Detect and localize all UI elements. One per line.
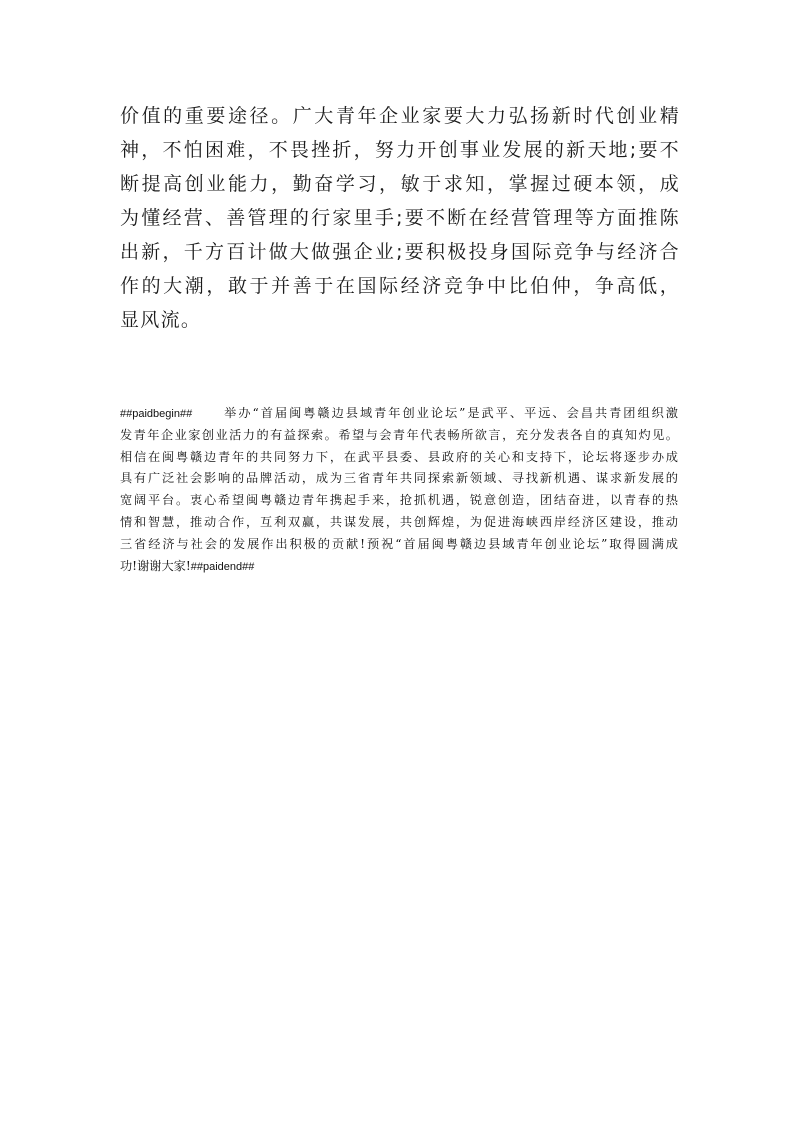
main-paragraph-line: 价值的重要途径。广大青年企业家要大力弘扬新时代创业精 bbox=[120, 105, 680, 127]
main-paragraph-line: 作的大潮，敢于并善于在国际经济竞争中比伯仲，争高低， bbox=[120, 275, 680, 297]
main-paragraph-line: 为懂经营、善管理的行家里手;要不断在经营管理等方面推陈 bbox=[120, 207, 680, 229]
paid-end-marker: ##paidend## bbox=[190, 560, 255, 573]
paid-paragraph-line: 宽阔平台。衷心希望闽粤赣边青年携起手来，抢抓机遇，锐意创造，团结奋进，以青春的热 bbox=[120, 493, 678, 508]
paid-begin-marker: ##paidbegin## bbox=[120, 408, 193, 420]
paid-paragraph-line bbox=[120, 403, 678, 425]
main-paragraph-line: 神，不怕困难，不畏挫折，努力开创事业发展的新天地;要不 bbox=[120, 139, 680, 161]
main-paragraph-line: 显风流。 bbox=[120, 309, 202, 331]
paid-paragraph-line bbox=[120, 556, 678, 578]
paid-paragraph-line: 相信在闽粤赣边青年的共同努力下，在武平县委、县政府的关心和支持下，论坛将逐步办成 bbox=[120, 449, 678, 464]
paid-paragraph-line: 具有广泛社会影响的品牌活动，成为三省青年共同探索新领域、寻找新机遇、谋求新发展的 bbox=[120, 471, 678, 486]
paid-paragraph-line: 情和智慧，推动合作，互利双赢，共谋发展，共创辉煌，为促进海峡西岸经济区建设，推动 bbox=[120, 514, 678, 529]
paid-last-line-text: 功!谢谢大家! bbox=[120, 558, 191, 573]
paid-paragraph bbox=[120, 403, 678, 577]
paid-paragraph-line: 发青年企业家创业活力的有益探索。希望与会青年代表畅所欲言，充分发表各自的真知灼见。 bbox=[120, 427, 678, 442]
main-paragraph-line: 断提高创业能力，勤奋学习，敏于求知，掌握过硬本领，成 bbox=[120, 173, 680, 195]
main-paragraph-line: 出新，千方百计做大做强企业;要积极投身国际竞争与经济合 bbox=[120, 241, 680, 263]
paid-paragraph-line: 三省经济与社会的发展作出积极的贡献!预祝“首届闽粤赣边县域青年创业论坛”取得圆满成 bbox=[120, 536, 678, 551]
main-paragraph bbox=[120, 99, 680, 337]
paid-first-line-text: 举办“首届闽粤赣边县域青年创业论坛”是武平、平远、会昌共青团组织激 bbox=[222, 406, 678, 420]
